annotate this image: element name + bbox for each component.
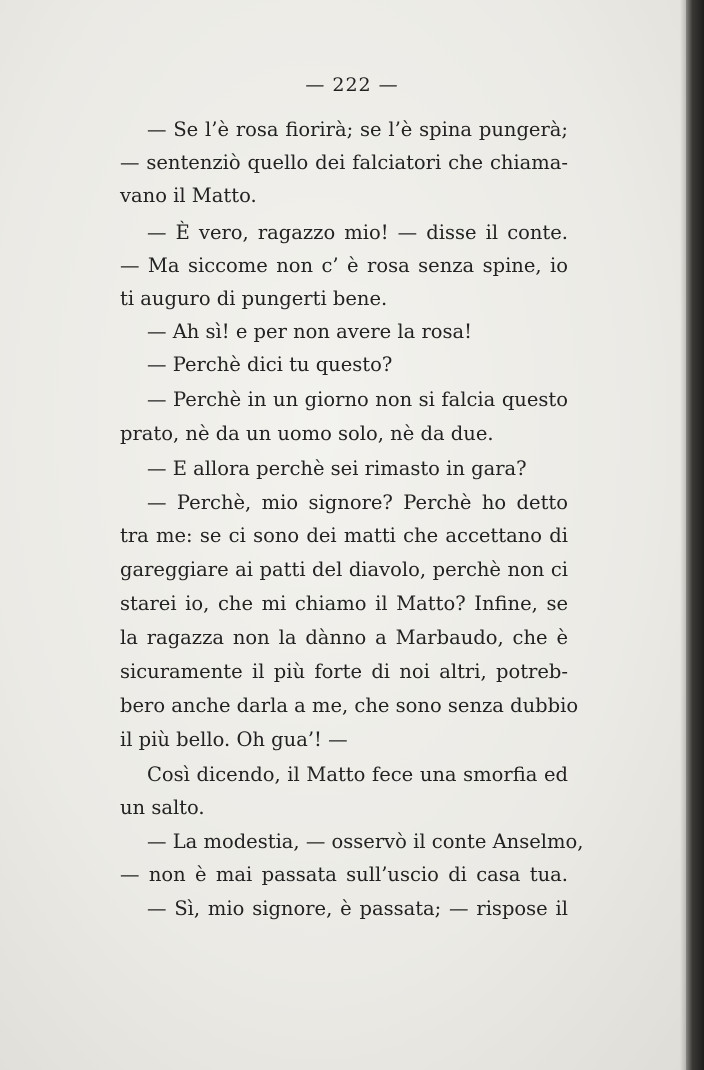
text-line: ti auguro di pungerti bene. <box>120 287 388 310</box>
text-line: starei io, che mi chiamo il Matto? Infine, se <box>120 592 568 615</box>
text-line: — sentenziò quello dei falciatori che chiama- <box>120 151 568 174</box>
text-line: — La modestia, — osservò il conte Anselmo, <box>147 830 584 853</box>
text-line: il più bello. Oh gua’! — <box>120 728 348 751</box>
text-line: prato, nè da un uomo solo, nè da due. <box>120 422 494 445</box>
text-line: un salto. <box>120 796 205 819</box>
text-line: bero anche darla a me, che sono senza dubbio <box>120 694 579 717</box>
text-line: gareggiare ai patti del diavolo, perchè non ci <box>120 558 568 581</box>
text-line: sicuramente il più forte di noi altri, potreb- <box>120 660 568 683</box>
page-number: — 222 — <box>305 74 399 96</box>
text-line: — Sì, mio signore, è passata; — rispose il <box>147 897 568 920</box>
text-line: — Ma siccome non c’ è rosa senza spine, io <box>120 254 568 277</box>
text-line: — Perchè dici tu questo? <box>147 353 393 376</box>
book-spine <box>686 0 704 1070</box>
text-line: — È vero, ragazzo mio! — disse il conte. <box>147 221 568 244</box>
text-line: — E allora perchè sei rimasto in gara? <box>147 457 527 480</box>
text-line: vano il Matto. <box>120 184 257 207</box>
text-line: — Ah sì! e per non avere la rosa! <box>147 320 472 343</box>
text-line: tra me: se ci sono dei matti che accettano di <box>120 524 568 547</box>
text-line: — Se l’è rosa fiorirà; se l’è spina pungerà; <box>147 118 568 141</box>
text-line: — Perchè, mio signore? Perchè ho detto <box>147 491 568 514</box>
text-line: — non è mai passata sull’uscio di casa tua. <box>120 863 568 886</box>
text-line: Così dicendo, il Matto fece una smorfia ed <box>147 763 568 786</box>
text-line: — Perchè in un giorno non si falcia questo <box>147 388 568 411</box>
text-line: la ragazza non la dànno a Marbaudo, che è <box>120 626 568 649</box>
